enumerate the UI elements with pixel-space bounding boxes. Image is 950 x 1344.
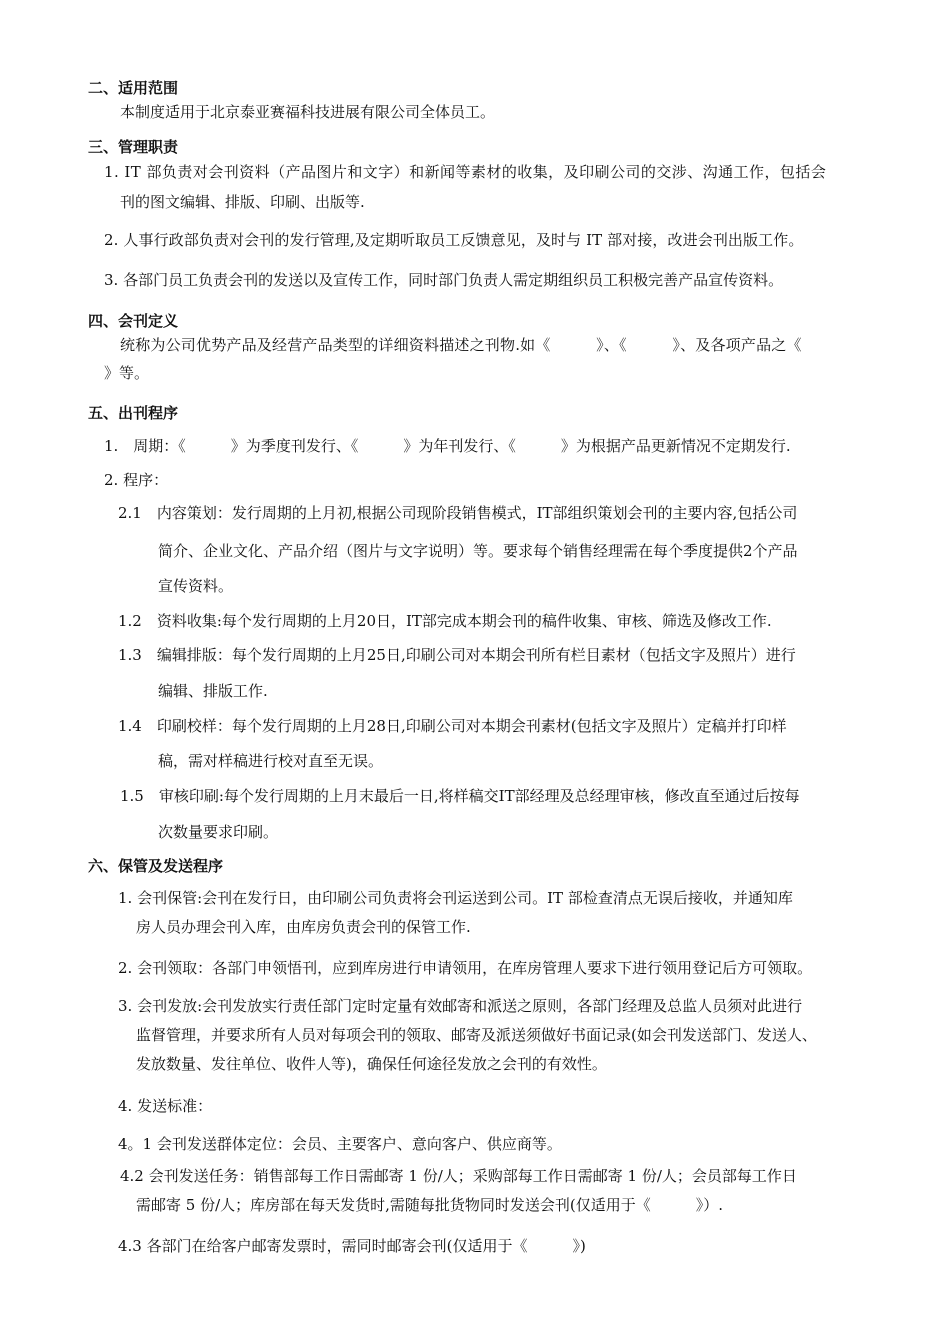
list-item-continuation: 刊的图文编辑、排版、印刷、出版等.: [120, 193, 365, 211]
list-item: 2. 人事行政部负责对会刊的发行管理,及定期听取员工反馈意见，及时与 IT 部对接，改进会刊出版工作。: [104, 231, 804, 249]
sub-item-continuation: 次数量要求印刷。: [158, 823, 279, 841]
list-item-continuation: 监督管理，并要求所有人员对每项会刊的领取、邮寄及派送须做好书面记录(如会刊发送部门、发送人、: [136, 1026, 817, 1044]
list-item: 1. 会刊保管:会刊在发行日，由印刷公司负责将会刊运送到公司。IT 部检查清点无误后接收，并通知库: [118, 889, 793, 907]
sub-item: 1.2 资料收集:每个发行周期的上月20日，IT部完成本期会刊的稿件收集、审核、筛选及修改工作.: [118, 612, 772, 630]
list-item: 4. 发送标准：: [118, 1097, 213, 1115]
sub-item-continuation: 需邮寄 5 份/人；库房部在每天发货时,需随每批货物同时发送会刊(仅适用于《 》）.: [136, 1196, 724, 1214]
list-item-continuation: 发放数量、发往单位、收件人等)，确保任何途径发放之会刊的有效性。: [136, 1055, 607, 1073]
sub-item: 1.5 审核印刷:每个发行周期的上月末最后一日,将样稿交IT部经理及总经理审核，修改直至通过后按每: [120, 787, 800, 805]
list-item: 2. 会刊领取：各部门申领悟刊，应到库房进行申请领用，在库房管理人要求下进行领用登记后方可领取。: [118, 959, 813, 977]
list-item: 1. 周期：《 》为季度刊发行、《 》为年刊发行、《 》为根据产品更新情况不定期发行.: [104, 437, 791, 455]
sub-item: 2.1 内容策划：发行周期的上月初,根据公司现阶段销售模式，IT部组织策划会刊的主要内容,包括公司: [118, 504, 798, 522]
paragraph-continuation: 》等。: [104, 364, 150, 382]
paragraph: 本制度适用于北京泰亚赛福科技进展有限公司全体员工。: [120, 103, 496, 121]
sub-item-continuation: 稿，需对样稿进行校对直至无误。: [158, 752, 384, 770]
sub-item: 4.3 各部门在给客户邮寄发票时，需同时邮寄会刊(仅适用于《 》): [118, 1237, 586, 1255]
section-heading-responsibilities: 三、管理职责: [88, 138, 179, 156]
sub-item: 1.4 印刷校样：每个发行周期的上月28日,印刷公司对本期会刊素材(包括文字及照片）定稿并打印样: [118, 717, 787, 735]
section-heading-publishing: 五、出刊程序: [88, 404, 179, 422]
section-heading-storage-distribution: 六、保管及发送程序: [88, 857, 224, 875]
sub-item: 4.2 会刊发送任务：销售部每工作日需邮寄 1 份/人；采购部每工作日需邮寄 1 份/人；会员部每工作日: [120, 1167, 797, 1185]
list-item: 3. 会刊发放:会刊发放实行责任部门定时定量有效邮寄和派送之原则，各部门经理及总监人员须对此进行: [118, 997, 803, 1015]
sub-item-continuation: 编辑、排版工作.: [158, 682, 268, 700]
sub-item: 1.3 编辑排版：每个发行周期的上月25日,印刷公司对本期会刊所有栏目素材（包括文字及照片）进行: [118, 646, 796, 664]
sub-item-continuation: 简介、企业文化、产品介绍（图片与文字说明）等。要求每个销售经理需在每个季度提供2个产品: [158, 542, 798, 560]
section-heading-scope: 二、适用范围: [88, 79, 179, 97]
sub-item-continuation: 宣传资料。: [158, 577, 234, 595]
section-heading-definition: 四、会刊定义: [88, 312, 179, 330]
paragraph: 统称为公司优势产品及经营产品类型的详细资料描述之刊物.如《 》、《 》、及各项产品之《: [120, 336, 802, 354]
list-item: 3. 各部门员工负责会刊的发送以及宣传工作，同时部门负责人需定期组织员工积极完善产品宣传资料。: [104, 271, 784, 289]
list-item: 1. IT 部负责对会刊资料（产品图片和文字）和新闻等素材的收集，及印刷公司的交涉、沟通工作，包括会: [104, 163, 827, 181]
sub-item: 4。1 会刊发送群体定位：会员、主要客户、意向客户、供应商等。: [118, 1135, 562, 1153]
list-item: 2. 程序：: [104, 471, 169, 489]
list-item-continuation: 房人员办理会刊入库，由库房负责会刊的保管工作.: [136, 918, 471, 936]
